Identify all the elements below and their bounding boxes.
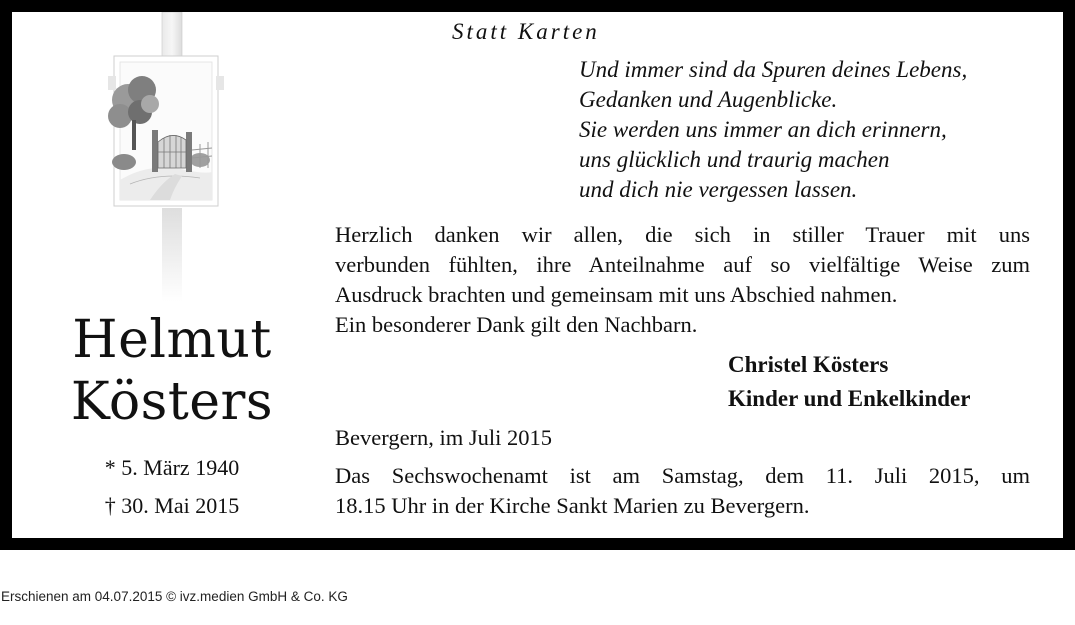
thanks-paragraph (335, 220, 1030, 340)
poem-line: und dich nie vergessen lassen. (579, 177, 858, 202)
poem-line: Gedanken und Augenblicke. (579, 87, 838, 112)
mass-line: 18.15 Uhr in der Kirche Sankt Marien zu Bevergern. (335, 493, 810, 518)
cross-with-garden-gate-illustration-icon (90, 12, 240, 302)
deceased-first-name: Helmut (72, 310, 272, 370)
signers (728, 348, 970, 416)
signer-name: Christel Kösters (728, 352, 889, 377)
poem-line: Und immer sind da Spuren deines Lebens, (579, 57, 968, 82)
signer-family: Kinder und Enkelkinder (728, 386, 971, 411)
thanks-line: verbunden fühlten, ihre Anteilnahme auf so vielfältige Weise zum (335, 252, 1030, 277)
place-date: Bevergern, im Juli 2015 (335, 425, 553, 450)
thanks-line: Ausdruck brachten und gemeinsam mit uns Abschied nahmen. (335, 282, 898, 307)
notice-heading: Statt Karten (452, 19, 600, 44)
poem (579, 55, 1049, 205)
death-date: † 30. Mai 2015 (104, 493, 240, 518)
mass-line: Das Sechswochenamt ist am Samstag, dem 11. Juli 2015, um (335, 463, 1030, 488)
publication-footer: Erschienen am 04.07.2015 © ivz.medien GmbH & Co. KG (1, 589, 348, 604)
poem-line: Sie werden uns immer an dich erinnern, (579, 117, 947, 142)
deceased-last-name: Kösters (70, 372, 274, 432)
poem-line: uns glücklich und traurig machen (579, 147, 890, 172)
mass-announcement (335, 461, 1030, 521)
thanks-line: Ein besonderer Dank gilt den Nachbarn. (335, 312, 698, 337)
thanks-line: Herzlich danken wir allen, die sich in stiller Trauer mit uns (335, 222, 1030, 247)
obituary-card (12, 12, 1063, 538)
birth-date: * 5. März 1940 (104, 455, 240, 480)
